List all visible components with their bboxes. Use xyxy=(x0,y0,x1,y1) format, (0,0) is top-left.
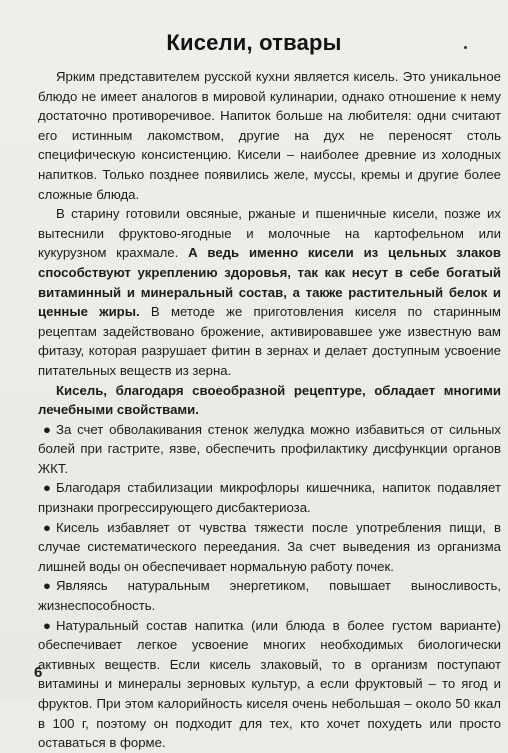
bullet-icon: ● xyxy=(43,519,51,535)
bullet-icon: ● xyxy=(43,480,51,496)
list-item xyxy=(38,478,501,517)
list-item-text: Кисель избавляет от чувства тяжести после употребления пищи, в случае систематического переедания. За счет выведения из организма лишней воды он обеспечивает нормальную работу почек. xyxy=(38,519,501,574)
page-number: 6 xyxy=(34,664,43,681)
list-item xyxy=(38,616,501,753)
list-item xyxy=(38,576,501,615)
paragraph-history-start: В старину готовили овсяные, ржаные и пшеничные кисели, позже их вытеснили фруктово-ягодные и молочные на картофельном или кукурузном крахмале. xyxy=(38,206,501,261)
page-title: Кисели, отвары xyxy=(166,30,342,55)
paragraph-history-end: В методе же приготовления киселя по старинным рецептам задействовано брожение, активировавшее уже известную вам фитазу, которая разрушает фитин в зернах и делает доступным усвоение питательных веществ из зерна. xyxy=(38,304,501,378)
print-speck xyxy=(464,46,467,49)
list-item-text: Являясь натуральным энергетиком, повышает выносливость, жизнеспособность. xyxy=(38,578,501,614)
paragraph-history xyxy=(38,204,501,380)
bullet-icon: ● xyxy=(43,578,51,594)
bullet-icon: ● xyxy=(43,421,51,437)
properties-heading-text: Кисель, благодаря своеобразной рецептуре, обладает многими лечебными свойствами. xyxy=(38,382,501,418)
list-item-text: Благодаря стабилизации микрофлоры кишечника, напиток подавляет признаки прогрессирующего дисбактериоза. xyxy=(38,480,501,516)
list-item xyxy=(38,518,501,577)
list-item-text: За счет обволакивания стенок желудка можно избавиться от сильных болей при гастрите, язве, обеспечить профилактику дисфункции органов ЖКТ. xyxy=(38,421,501,476)
paragraph-intro: Ярким представителем русской кухни является кисель. Это уникальное блюдо не имеет аналогов в мировой кулинарии, однако отношение к нему достаточно противоречивое. Напиток больше на любителя: одни считают его истинным лакомством, другие на дух не переносят столь специфическую консистенцию. Кисели – наиболее древние из холодных напитков. Только позднее появились желе, муссы, кремы и другие более сложные блюда. xyxy=(38,69,501,202)
paragraph-history-emphasis: А ведь именно кисели из цельных злаков способствуют укреплению здоровья, так как несут в себе богатый витаминный и минеральный состав, а также растительный белок и ценные жиры. xyxy=(38,245,501,320)
list-item xyxy=(38,420,501,479)
paragraph-properties-heading xyxy=(38,381,501,420)
bullet-icon: ● xyxy=(43,617,51,633)
page-body xyxy=(38,67,501,753)
list-item-text: Натуральный состав напитка (или блюда в более густом варианте) обеспечивает легкое усвоение многих необходимых биологически активных веществ. Если кисель злаковый, то в организм поступают витамины и минералы зерновых культур, а если фруктовый – то ягод и фруктов. При этом калорийность киселя очень небольшая – около 50 ккал в 100 г, поэтому он подходит для тех, кто хочет похудеть или просто оставаться в форме. xyxy=(38,617,501,751)
